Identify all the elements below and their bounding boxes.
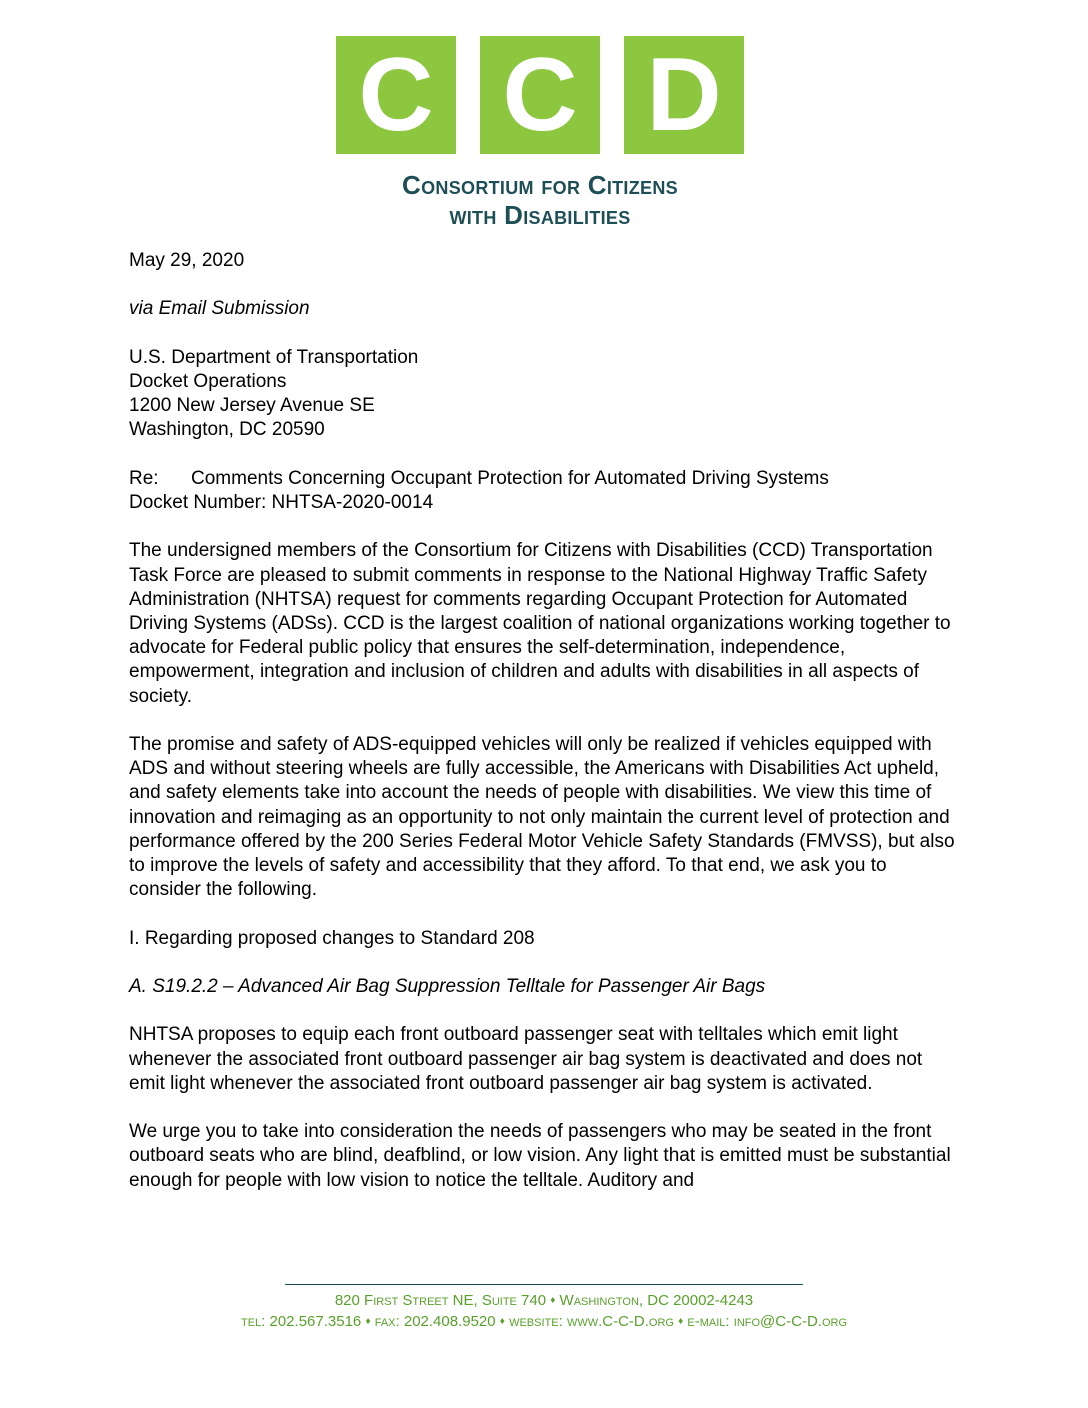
re-subject: Comments Concerning Occupant Protection for Automated Driving Systems (191, 467, 829, 489)
subject-block (129, 467, 959, 515)
ccd-logo (330, 30, 750, 240)
docket-number: Docket Number: NHTSA-2020-0014 (129, 491, 434, 513)
address-line: U.S. Department of Transportation (129, 346, 419, 368)
fax-label: fax: (374, 1313, 400, 1330)
diamond-separator-icon: ♦ (499, 1316, 505, 1327)
section-heading: I. Regarding proposed changes to Standard 208 (129, 927, 535, 949)
subsection-heading: A. S19.2.2 – Advanced Air Bag Suppression Telltale for Passenger Air Bags (129, 975, 766, 997)
logo-name-line-1: Consortium for Citizens (402, 170, 678, 200)
footer-address (0, 1293, 1088, 1308)
logo-box-2 (480, 36, 600, 154)
footer-divider (285, 1284, 803, 1285)
body-paragraph: The promise and safety of ADS-equipped vehicles will only be realized if vehicles equipped with ADS and without steering wheels are fully accessible, the Americans with Disabilities Act upheld, and safety elements take into account the needs of people with disabilities. We view this time of innovation and reimaging as an opportunity to not only maintain the current level of protection and performance offered by the 200 Series Federal Motor Vehicle Safety Standards (FMVSS), but also to improve the levels of safety and accessibility that they afford. To that end, we ask you to consider the following. (129, 733, 955, 901)
footer-contact (0, 1314, 1088, 1329)
diamond-separator-icon: ♦ (678, 1316, 684, 1327)
email-link[interactable]: info@C-C-D.org (733, 1313, 847, 1330)
email-label: e-mail: (687, 1313, 730, 1330)
body-paragraph: We urge you to take into consideration the needs of passengers who may be seated in the front outboard seats who are blind, deafblind, or low vision. Any light that is emitted must be substantial enough for people with low vision to notice the telltale. Auditory and (129, 1121, 951, 1191)
delivery-method: via Email Submission (129, 298, 310, 320)
website-link[interactable]: www.C-C-D.org (566, 1313, 674, 1330)
tel-label: tel: (240, 1313, 266, 1330)
logo-box-3 (624, 36, 744, 154)
footer-street: 820 First Street NE, Suite 740 (334, 1292, 547, 1309)
letter-date: May 29, 2020 (129, 250, 245, 271)
tel-number: 202.567.3516 (269, 1313, 362, 1330)
logo-letter-2: C (502, 37, 578, 153)
logo-name-line-2: with Disabilities (449, 200, 631, 230)
logo-letter-1: C (358, 37, 434, 153)
re-label: Re: (129, 467, 159, 489)
address-line: 1200 New Jersey Avenue SE (129, 395, 375, 417)
recipient-address (129, 346, 959, 443)
logo-letter-3: D (646, 37, 722, 153)
body-paragraph: The undersigned members of the Consortium for Citizens with Disabilities (CCD) Transportation Task Force are pleased to submit comments in response to the National Highway Traffic Safety Administration (NHTSA) request for comments regarding Occupant Protection for Automated Driving Systems (ADSs). CCD is the largest coalition of national organizations working together to advocate for Federal public policy that ensures the self-determination, independence, empowerment, integration and inclusion of children and adults with disabilities in all aspects of society. (129, 540, 951, 707)
address-line: Washington, DC 20590 (129, 419, 325, 441)
website-label: website: (509, 1313, 563, 1330)
footer-city: Washington, DC 20002-4243 (559, 1292, 754, 1309)
diamond-separator-icon: ♦ (365, 1316, 371, 1327)
letter-body (129, 249, 959, 1217)
address-line: Docket Operations (129, 370, 287, 392)
fax-number: 202.408.9520 (403, 1313, 496, 1330)
body-paragraph: NHTSA proposes to equip each front outboard passenger seat with telltales which emit light whenever the associated front outboard passenger air bag system is deactivated and does not emit light whenever the associated front outboard passenger air bag system is activated. (129, 1024, 923, 1094)
logo-box-1 (336, 36, 456, 154)
diamond-separator-icon: ♦ (550, 1295, 556, 1306)
